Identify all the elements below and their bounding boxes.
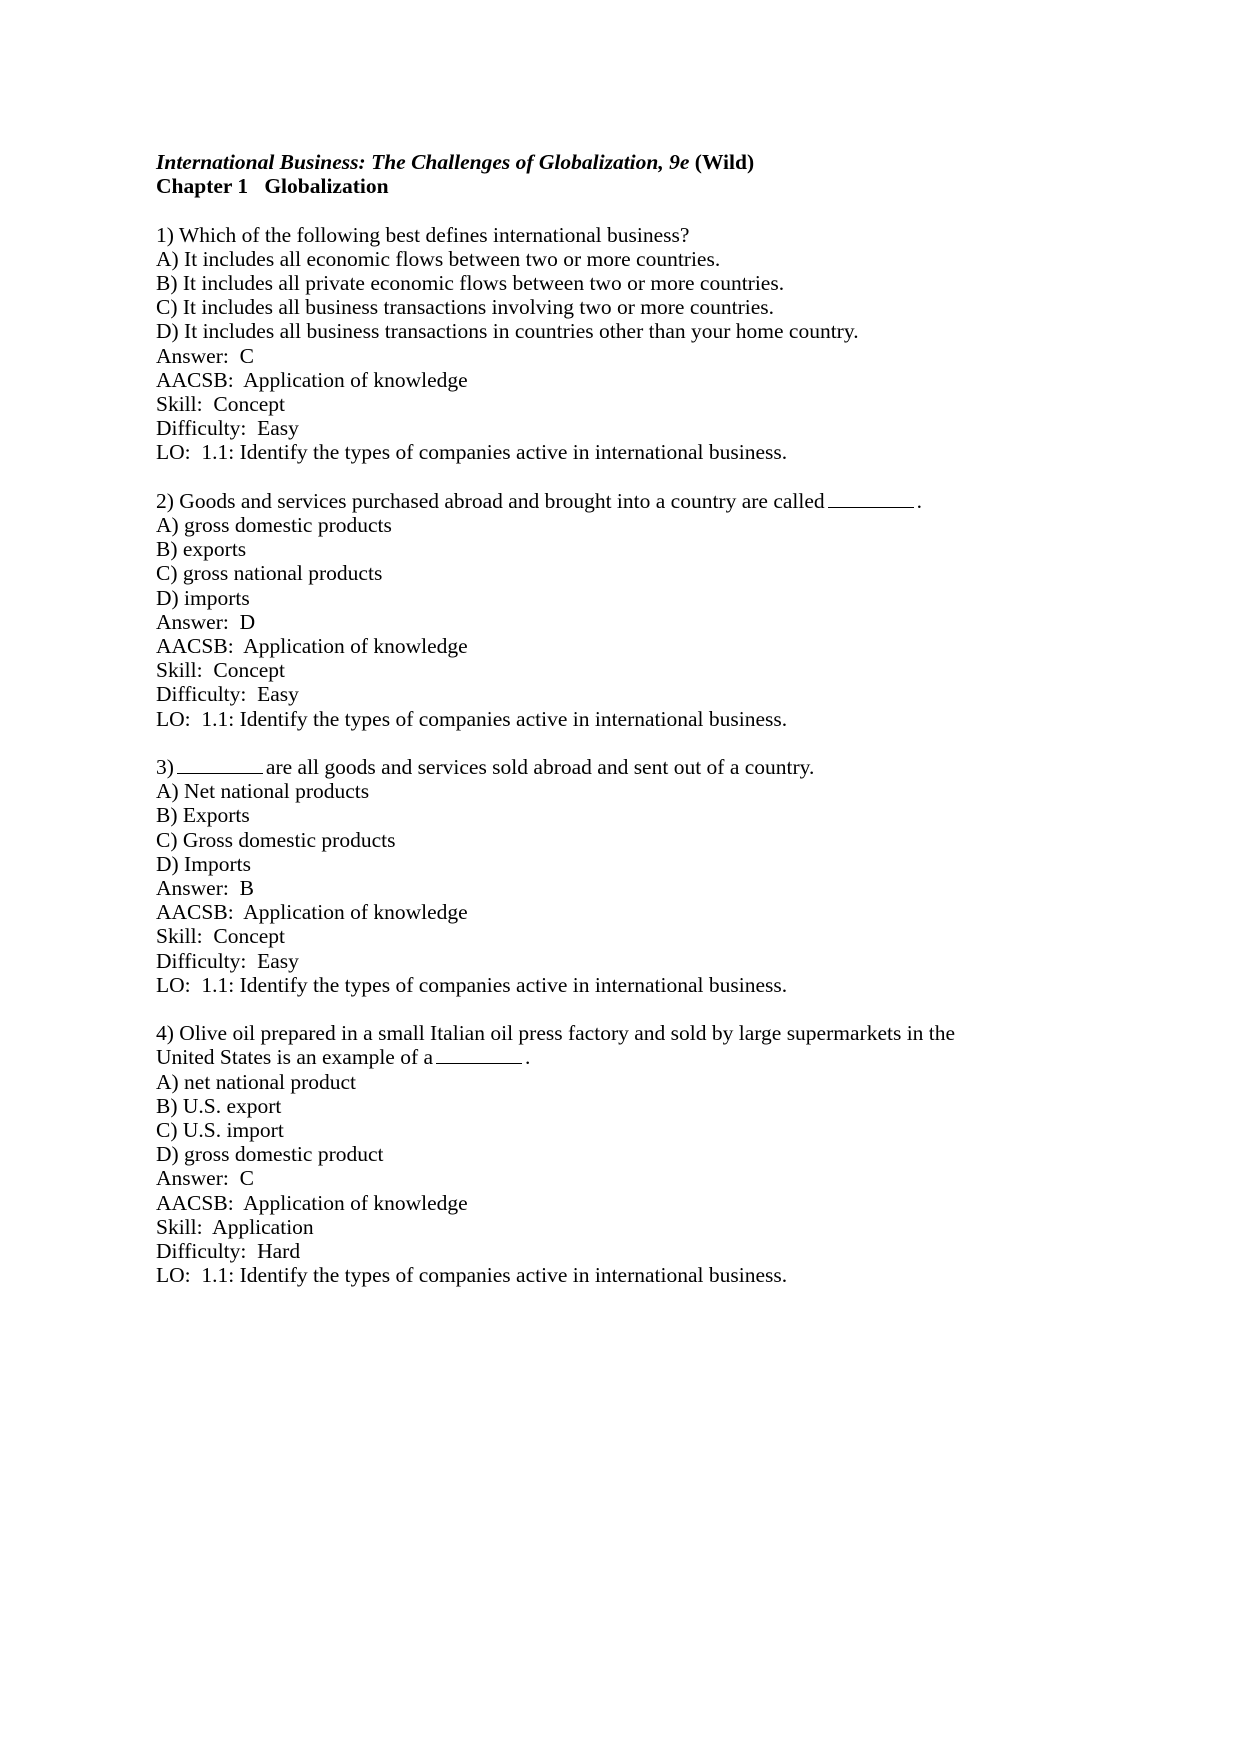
aacsb: AACSB: Application of knowledge (156, 634, 468, 659)
question-text: Olive oil prepared in a small Italian oil press factory and sold by large supermarkets in the (179, 1021, 956, 1046)
question-3 (156, 755, 1056, 997)
spacer (156, 198, 1056, 222)
skill: Skill: Concept (156, 658, 285, 683)
fill-in-blank (177, 772, 263, 774)
option-d: D) Imports (156, 851, 251, 876)
skill: Skill: Application (156, 1214, 314, 1239)
difficulty: Difficulty: Easy (156, 948, 299, 973)
option-c: C) U.S. import (156, 1118, 284, 1143)
learning-objective: LO: 1.1: Identify the types of companies active in international business. (156, 1263, 788, 1288)
question-2 (156, 489, 1056, 731)
fill-in-blank (436, 1062, 522, 1064)
answer: Answer: C (156, 343, 254, 368)
question-1 (156, 223, 1056, 465)
question-stem (156, 223, 1056, 247)
question-stem-continued (156, 1045, 1056, 1069)
difficulty: Difficulty: Easy (156, 416, 299, 441)
option-a: A) Net national products (156, 779, 370, 804)
option-b: B) Exports (156, 803, 250, 828)
question-number: 2) (156, 488, 174, 513)
difficulty: Difficulty: Hard (156, 1239, 301, 1264)
answer: Answer: B (156, 876, 254, 901)
option-b: B) exports (156, 537, 247, 562)
option-c: C) gross national products (156, 561, 383, 586)
learning-objective: LO: 1.1: Identify the types of companies active in international business. (156, 440, 788, 465)
aacsb: AACSB: Application of knowledge (156, 367, 468, 392)
option-d: D) It includes all business transactions in countries other than your home country. (156, 319, 859, 344)
document-page (156, 150, 1056, 1312)
option-a: A) net national product (156, 1069, 357, 1094)
option-c: C) It includes all business transactions involving two or more countries. (156, 295, 775, 320)
question-text: United States is an example of a (156, 1045, 434, 1070)
question-stem (156, 489, 1056, 513)
skill: Skill: Concept (156, 392, 285, 417)
book-title: International Business: The Challenges of Globalization, 9e (156, 150, 690, 174)
question-stem (156, 755, 1056, 779)
question-text: are all goods and services sold abroad and sent out of a country. (265, 755, 815, 780)
question-number: 1) (156, 222, 174, 247)
question-stem (156, 1021, 1056, 1045)
author: (Wild) (694, 150, 755, 174)
chapter-heading (156, 174, 1056, 198)
document-title (156, 150, 1056, 174)
question-text-end: . (916, 488, 923, 513)
answer: Answer: D (156, 609, 256, 634)
question-text-end: . (525, 1045, 531, 1070)
option-a: A) gross domestic products (156, 513, 392, 538)
option-b: B) It includes all private economic flows between two or more countries. (156, 271, 785, 295)
option-d: D) imports (156, 585, 250, 610)
question-4 (156, 1021, 1056, 1287)
question-text: Goods and services purchased abroad and brought into a country are called (179, 488, 825, 513)
option-d: D) gross domestic product (156, 1142, 384, 1167)
aacsb: AACSB: Application of knowledge (156, 900, 468, 925)
aacsb: AACSB: Application of knowledge (156, 1190, 468, 1215)
fill-in-blank (828, 506, 914, 508)
question-number: 4) (156, 1021, 174, 1046)
question-text: Which of the following best defines international business? (178, 222, 690, 247)
option-a: A) It includes all economic flows between two or more countries. (156, 246, 721, 271)
skill: Skill: Concept (156, 924, 285, 949)
difficulty: Difficulty: Easy (156, 682, 299, 707)
answer: Answer: C (156, 1166, 254, 1191)
learning-objective: LO: 1.1: Identify the types of companies active in international business. (156, 972, 788, 997)
chapter-label: Chapter 1 (156, 174, 249, 199)
option-b: B) U.S. export (156, 1093, 282, 1118)
question-number: 3) (156, 755, 174, 780)
chapter-title: Globalization (264, 174, 389, 199)
learning-objective: LO: 1.1: Identify the types of companies active in international business. (156, 706, 788, 731)
option-c: C) Gross domestic products (156, 827, 396, 852)
